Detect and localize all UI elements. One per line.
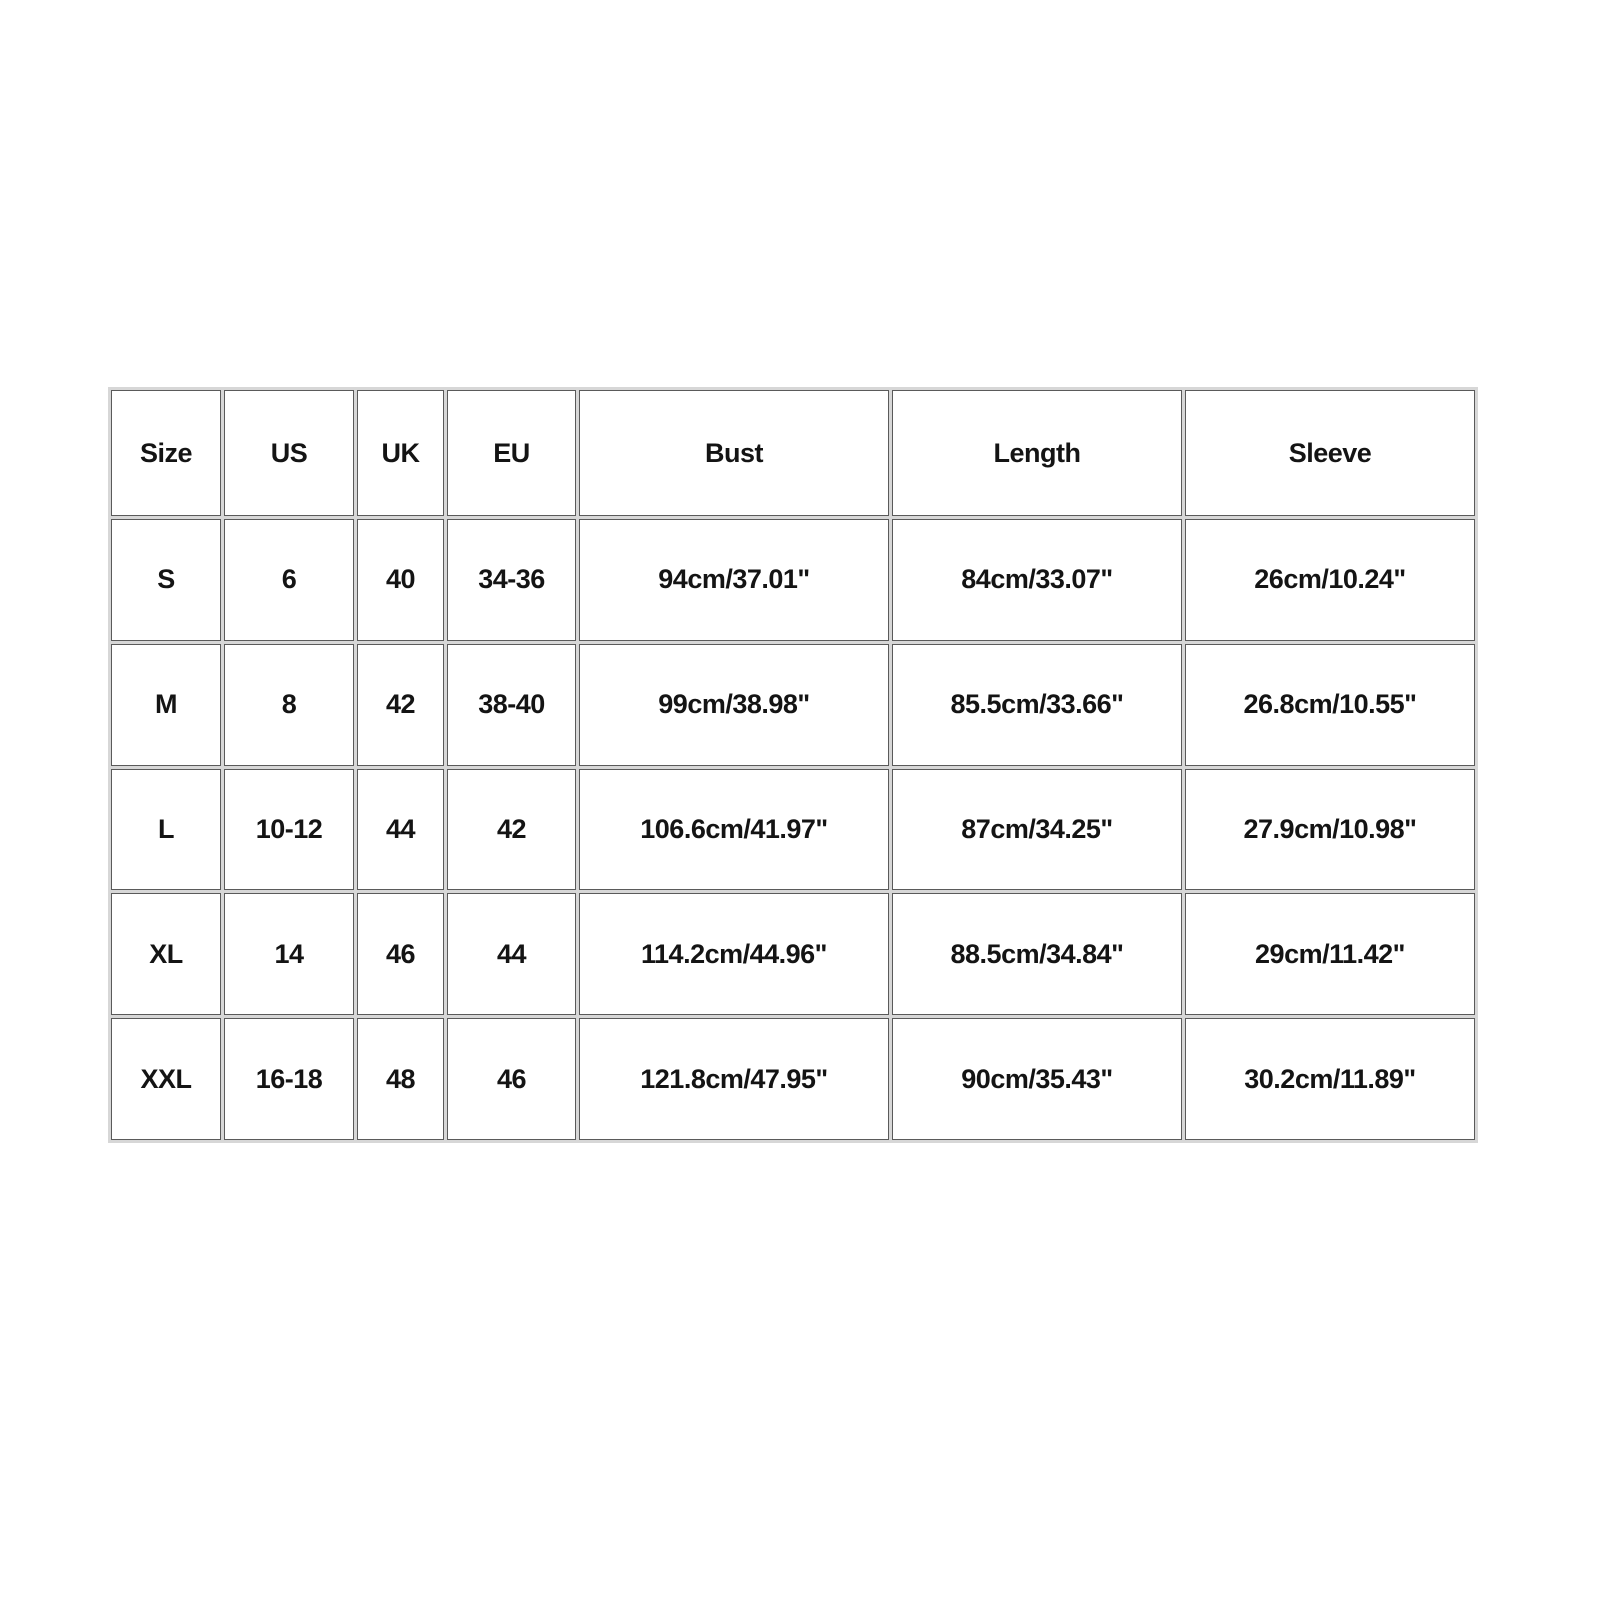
- cell-length: 90cm/35.43": [892, 1018, 1182, 1140]
- cell-sleeve: 29cm/11.42": [1185, 893, 1475, 1015]
- cell-eu: 44: [447, 893, 576, 1015]
- cell-bust: 114.2cm/44.96": [579, 893, 889, 1015]
- header-row: [111, 390, 1475, 516]
- table-row: [111, 519, 1475, 641]
- cell-sleeve: 27.9cm/10.98": [1185, 769, 1475, 891]
- cell-sleeve: 26cm/10.24": [1185, 519, 1475, 641]
- table-row: [111, 644, 1475, 766]
- cell-eu: 42: [447, 769, 576, 891]
- cell-size: S: [111, 519, 221, 641]
- cell-eu: 38-40: [447, 644, 576, 766]
- cell-us: 10-12: [224, 769, 354, 891]
- cell-uk: 42: [357, 644, 444, 766]
- cell-size: XL: [111, 893, 221, 1015]
- cell-bust: 94cm/37.01": [579, 519, 889, 641]
- header-sleeve: Sleeve: [1185, 390, 1475, 516]
- cell-eu: 46: [447, 1018, 576, 1140]
- cell-bust: 121.8cm/47.95": [579, 1018, 889, 1140]
- cell-length: 85.5cm/33.66": [892, 644, 1182, 766]
- cell-bust: 99cm/38.98": [579, 644, 889, 766]
- cell-length: 84cm/33.07": [892, 519, 1182, 641]
- header-size: Size: [111, 390, 221, 516]
- cell-length: 87cm/34.25": [892, 769, 1182, 891]
- cell-eu: 34-36: [447, 519, 576, 641]
- cell-size: M: [111, 644, 221, 766]
- size-chart-table: [108, 387, 1478, 1143]
- cell-sleeve: 26.8cm/10.55": [1185, 644, 1475, 766]
- cell-uk: 48: [357, 1018, 444, 1140]
- cell-uk: 40: [357, 519, 444, 641]
- header-bust: Bust: [579, 390, 889, 516]
- table-row: [111, 769, 1475, 891]
- cell-us: 14: [224, 893, 354, 1015]
- table-row: [111, 893, 1475, 1015]
- cell-length: 88.5cm/34.84": [892, 893, 1182, 1015]
- cell-bust: 106.6cm/41.97": [579, 769, 889, 891]
- header-uk: UK: [357, 390, 444, 516]
- cell-uk: 46: [357, 893, 444, 1015]
- cell-us: 16-18: [224, 1018, 354, 1140]
- cell-uk: 44: [357, 769, 444, 891]
- header-length: Length: [892, 390, 1182, 516]
- cell-sleeve: 30.2cm/11.89": [1185, 1018, 1475, 1140]
- cell-us: 6: [224, 519, 354, 641]
- cell-size: L: [111, 769, 221, 891]
- cell-size: XXL: [111, 1018, 221, 1140]
- cell-us: 8: [224, 644, 354, 766]
- header-us: US: [224, 390, 354, 516]
- table-row: [111, 1018, 1475, 1140]
- header-eu: EU: [447, 390, 576, 516]
